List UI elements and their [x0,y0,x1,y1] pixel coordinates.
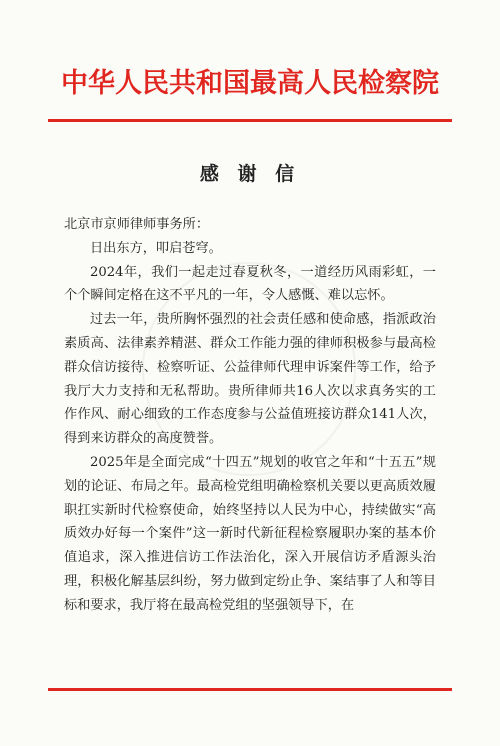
letter-salutation: 北京市京师律师事务所： [64,217,210,232]
letter-paragraph: 过去一年，贵所胸怀强烈的社会责任感和使命感，指派政治素质高、法律素养精湛、群众工作能力强的律师积极参与最高检群众信访接待、检察听证、公益律师代理申诉案件等工作，给予我厅大力支持和无私帮助。贵所律师共16人次以求真务实的工作作风、耐心细致的工作态度参与公益值班接访群众141人次，得到来访群众的高度赞誉。 [64,312,436,447]
letter-paragraph: 日出东方，叩启苍穹。 [90,240,222,256]
header-red-rule [48,119,452,122]
footer-red-rule [48,688,452,691]
letter-body [64,213,436,618]
letter-paragraph: 2024年，我们一起走过春夏秋冬，一道经历风雨彩虹，一个个瞬间定格在这不平凡的一年，令人感慨、难以忘怀。 [64,264,436,304]
letter-title: 感 谢 信 [199,163,301,185]
institution-header: 中华人民共和国最高人民检察院 [61,68,439,99]
letter-paragraph: 2025年是全面完成“十四五”规划的收官之年和“十五五”规划的论证、布局之年。最高检党组明确检察机关要以更高质效履职扛实新时代检察使命，始终坚持以人民为中心，持续做实“高质效办好每一个案件”这一新时代新征程检察履职办案的基本价值追求，深入推进信访工作法治化，深入开展信访矛盾源头治理，积极化解基层纠纷，努力做到定纷止争、案结事了人和等目标和要求，我厅将在最高检党组的坚强领导下，在 [64,454,436,613]
